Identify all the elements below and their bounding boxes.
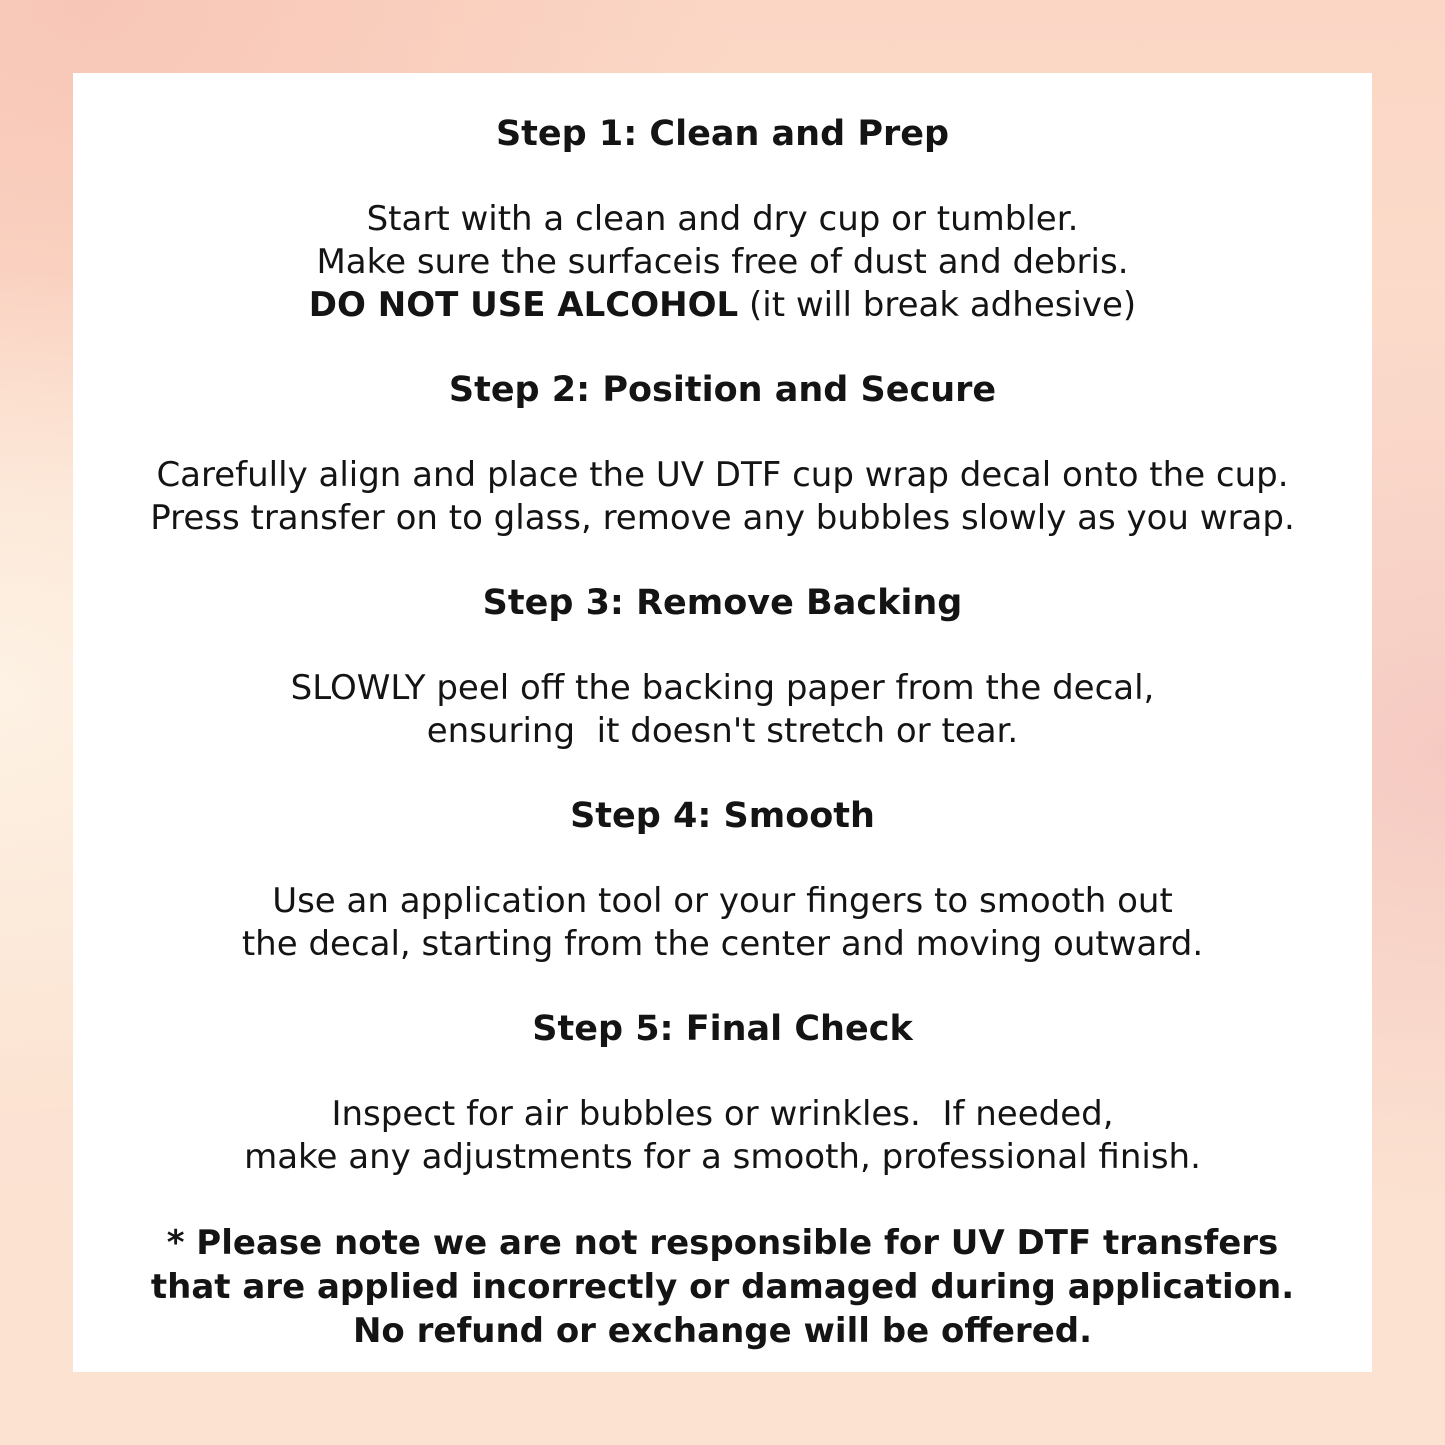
step-3-line: SLOWLY peel off the backing paper from the decal, <box>290 668 1155 708</box>
step-3-line: ensuring it doesn't stretch or tear. <box>426 711 1019 751</box>
step-2-line: Press transfer on to glass, remove any bubbles slowly as you wrap. <box>150 498 1295 538</box>
step-1-line: Start with a clean and dry cup or tumbler. <box>366 199 1079 239</box>
step-1-line-alcohol-warning <box>93 284 1352 327</box>
alcohol-warning-bold-text: DO NOT USE ALCOHOL <box>308 285 739 325</box>
step-4-section <box>93 795 1352 966</box>
step-2-heading: Step 2: Position and Secure <box>448 370 997 410</box>
step-2-line: Carefully align and place the UV DTF cup wrap decal onto the cup. <box>156 455 1289 495</box>
step-2-section <box>93 369 1352 540</box>
step-5-line: make any adjustments for a smooth, professional finish. <box>244 1137 1201 1177</box>
alcohol-warning-tail-text: (it will break adhesive) <box>738 285 1137 325</box>
step-4-heading: Step 4: Smooth <box>570 796 875 836</box>
step-3-heading: Step 3: Remove Backing <box>482 583 963 623</box>
disclaimer-line: that are applied incorrectly or damaged during application. <box>150 1267 1295 1307</box>
instruction-card <box>73 73 1372 1372</box>
step-1-heading: Step 1: Clean and Prep <box>495 114 950 154</box>
disclaimer-line: * Please note we are not responsible for UV DTF transfers <box>166 1223 1279 1263</box>
disclaimer-line: No refund or exchange will be offered. <box>352 1311 1093 1351</box>
step-5-line: Inspect for air bubbles or wrinkles. If needed, <box>331 1094 1114 1134</box>
disclaimer-section <box>93 1221 1352 1353</box>
step-4-line: the decal, starting from the center and moving outward. <box>241 924 1204 964</box>
step-5-section <box>93 1008 1352 1179</box>
step-5-heading: Step 5: Final Check <box>532 1009 913 1049</box>
step-3-section <box>93 582 1352 753</box>
step-1-section <box>93 113 1352 327</box>
step-1-line: Make sure the surfaceis free of dust and debris. <box>316 242 1129 282</box>
step-4-line: Use an application tool or your fingers to smooth out <box>272 881 1173 921</box>
